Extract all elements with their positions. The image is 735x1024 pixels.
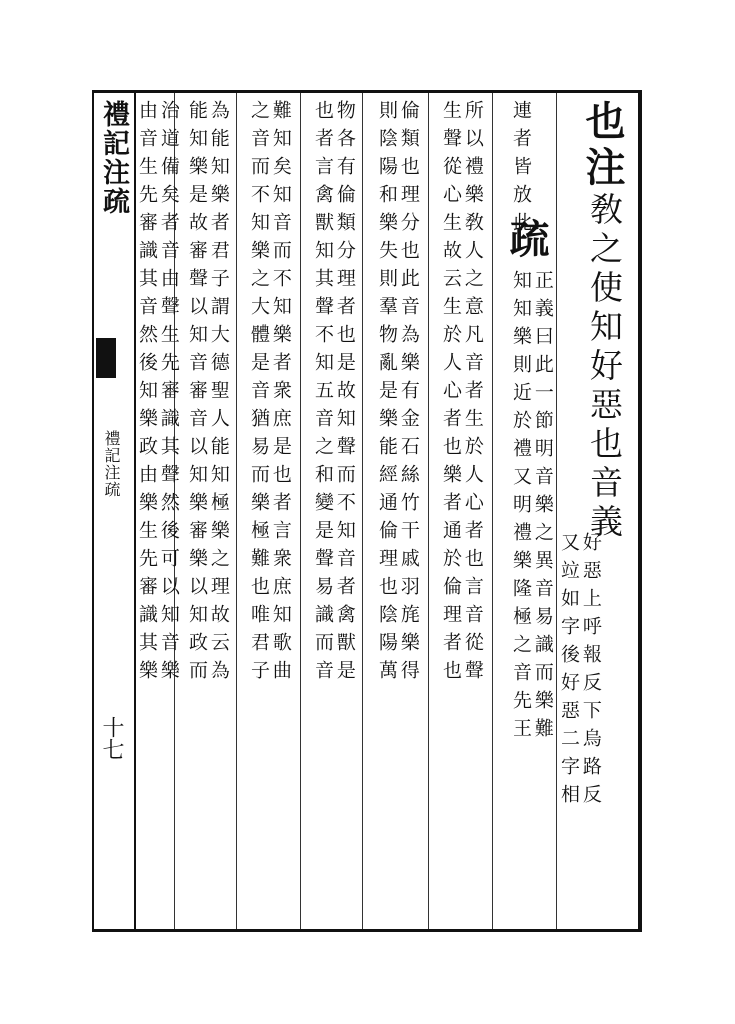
column-rule (362, 93, 363, 929)
column-2-commentary-left: 知知樂則近於禮又明禮樂隆極之音先王 (509, 270, 532, 746)
column-6-right: 難知矣知音而不知樂者衆庶是也者言衆庶知歌曲 (269, 100, 292, 688)
column-2-right: 連者皆放此 (509, 100, 532, 240)
column-8-left: 由音生先審識其音然後知樂政由樂生先審識其樂 (135, 100, 158, 688)
column-rule (556, 93, 557, 929)
margin-strip (92, 90, 136, 932)
column-8 (136, 100, 178, 688)
column-rule (236, 93, 237, 929)
column-5 (312, 100, 354, 688)
column-4-right: 倫類也理分也此音為樂有金石絲竹干戚羽旄樂得 (397, 100, 420, 688)
column-6 (248, 100, 290, 688)
column-1-note-right: 好惡上呼報反下烏路反 (579, 532, 602, 812)
column-5-right: 物各有倫類分理者也是故知聲而不知音者禽獸是 (333, 100, 356, 688)
column-1-main: 敎之使知好惡也音義 (585, 192, 624, 543)
column-7 (186, 100, 228, 688)
column-3-left: 生聲從心生故云生於人心者也樂者通於倫理者也 (439, 100, 462, 688)
column-8-right: 治道備矣者音由聲生先審識其聲然後可以知音樂 (157, 100, 180, 688)
column-2-commentary (510, 270, 552, 746)
column-rule (428, 93, 429, 929)
column-1-note-left: 又竝如字後好惡二字相 (557, 532, 580, 812)
column-3-right: 所以禮樂敎人之意凡音者生於人心者也言音從聲 (461, 100, 484, 688)
column-rule (492, 93, 493, 929)
margin-book-label: 禮記注疏 (102, 430, 121, 498)
margin-title: 禮記注疏 (98, 100, 129, 216)
column-3 (440, 100, 482, 688)
shu-label: 疏 (503, 218, 550, 264)
column-1-notes (558, 532, 600, 812)
column-6-left: 之音而不知樂之大體是音猶易而樂極難也唯君子 (247, 100, 270, 688)
column-4 (376, 100, 418, 688)
fish-tail-mark (96, 338, 116, 378)
margin-page-number: 十七 (99, 716, 124, 760)
column-1-lead: 也注 (579, 100, 626, 192)
column-7-left: 能知樂是故審聲以知音審音以知樂審樂以知政而 (185, 100, 208, 688)
column-7-right: 為能知樂者君子謂大德聖人能知極樂之理故云為 (207, 100, 230, 688)
column-2-commentary-right: 正義曰此一節明音樂之異音易識而樂難 (531, 270, 554, 746)
column-4-left: 則陰陽和樂失則羣物亂是樂能經通倫理也陰陽萬 (375, 100, 398, 688)
column-rule (300, 93, 301, 929)
column-5-left: 也者言禽獸知其聲不知五音之和變是聲易識而音 (311, 100, 334, 688)
